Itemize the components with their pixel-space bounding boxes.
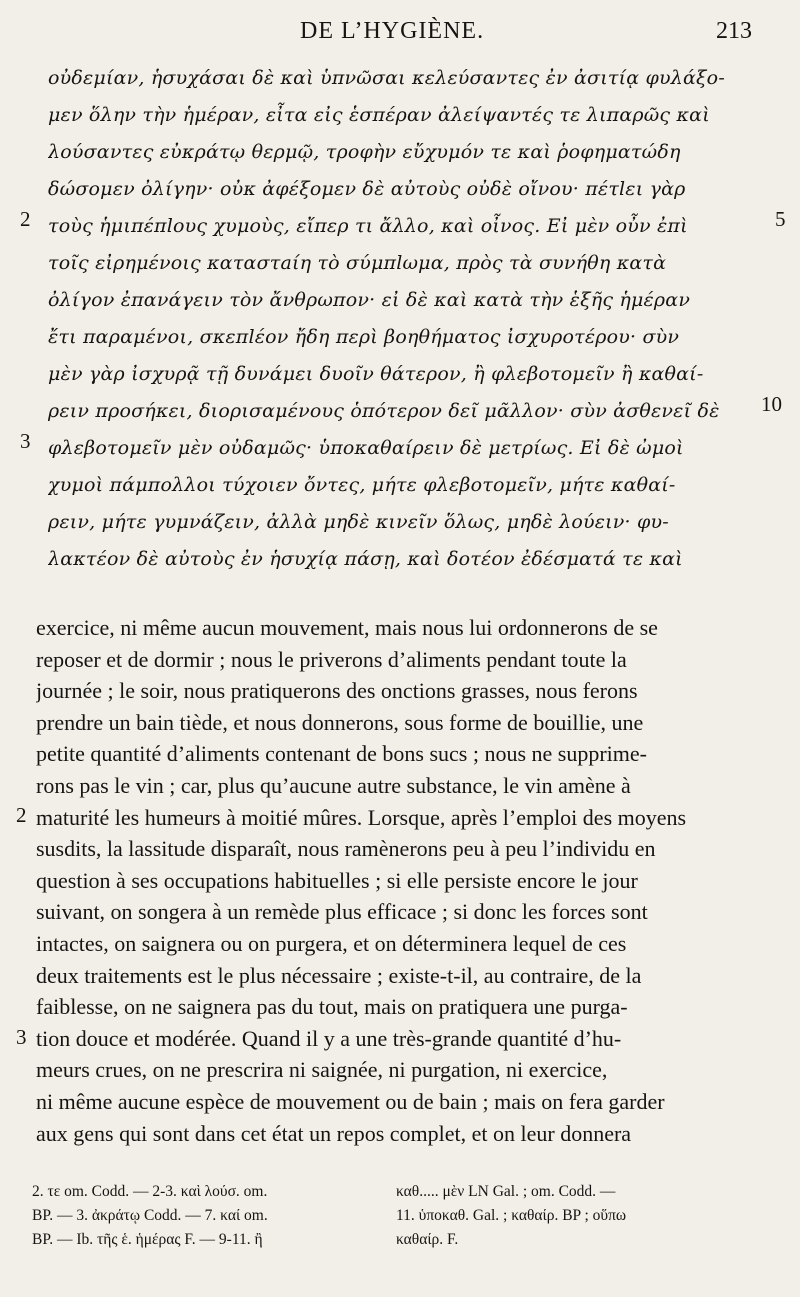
greek-line: ἔτι παραμένοι, σκεπlέον ἤδη περὶ βοηθήματος ἰσχυροτέρου· σὺν (48, 326, 680, 348)
page-number: 213 (716, 18, 752, 44)
greek-line-number: 5 (775, 207, 786, 231)
greek-line: οὐδεμίαν, ἡσυχάσαι δὲ καὶ ὑπνῶσαι κελεύσαντες ἐν ἀσιτίᾳ φυλάξο- (48, 67, 725, 89)
french-translation-block (36, 612, 772, 1149)
footnote-left: 2. τε om. Codd. — 2-3. καὶ λούσ. om. (32, 1183, 268, 1200)
running-head (0, 18, 800, 52)
french-line: tion douce et modérée. Quand il y a une très-grande quantité d’hu- (36, 1025, 622, 1051)
french-line: susdits, la lassitude disparaît, nous ramènerons peu à peu l’individu en (36, 836, 656, 862)
running-title: DE L’HYGIÈNE. (300, 18, 485, 44)
french-line: rons pas le vin ; car, plus qu’aucune autre substance, le vin amène à (36, 772, 631, 798)
french-line: intactes, on saignera ou on purgera, et on déterminera lequel de ces (36, 930, 627, 956)
greek-line: ρειν, μήτε γυμνάζειν, ἀλλὰ μηδὲ κινεῖν ὅλως, μηδὲ λούειν· φυ- (48, 511, 669, 533)
french-line: question à ses occupations habituelles ; si elle persiste encore le jour (36, 867, 638, 893)
french-line: meurs crues, on ne prescrira ni saignée, ni purgation, ni exercice, (36, 1057, 608, 1083)
greek-line: μεν ὅλην τὴν ἡμέραν, εἶτα εἰς ἑσπέραν ἀλείψαντές τε λιπαρῶς καὶ (48, 104, 710, 126)
footnote-right: καθαίρ. F. (396, 1231, 459, 1248)
french-line: reposer et de dormir ; nous le priverons d’aliments pendant toute la (36, 646, 627, 672)
french-line: journée ; le soir, nous pratiquerons des onctions grasses, nous ferons (36, 678, 638, 704)
french-line: deux traitements est le plus nécessaire ; existe-t-il, au contraire, de la (36, 962, 642, 988)
footnote-row (32, 1228, 776, 1252)
french-line: prendre un bain tiède, et nous donnerons, sous forme de bouillie, une (36, 709, 644, 735)
greek-section-number: 2 (20, 207, 31, 231)
greek-line: ρειν προσήκει, διορισαμένους ὁπότερον δεῖ μᾶλλον· σὺν ἀσθενεῖ δὲ (48, 400, 720, 422)
greek-line: φλεβοτομεῖν μὲν οὐδαμῶς· ὑποκαθαίρειν δὲ μετρίως. Εἰ δὲ ὠμοὶ (48, 437, 684, 459)
greek-line: τοὺς ἡμιπέπlους χυμοὺς, εἴπερ τι ἄλλο, καὶ οἶνος. Εἰ μὲν οὖν ἐπὶ (48, 215, 688, 237)
french-line: ni même aucune espèce de mouvement ou de bain ; mais on fera garder (36, 1088, 665, 1114)
footnote-left: BP. — 3. ἀκράτῳ Codd. — 7. καί om. (32, 1207, 268, 1224)
french-line: suivant, on songera à un remède plus efficace ; si donc les forces sont (36, 899, 648, 925)
greek-line: λούσαντες εὐκράτῳ θερμῷ, τροφὴν εὔχυμόν τε καὶ ῥοφηματώδη (48, 141, 681, 163)
french-line: faiblesse, on ne saignera pas du tout, mais on pratiquera une purga- (36, 994, 628, 1020)
french-section-number: 2 (16, 803, 27, 827)
footnote-row (32, 1180, 776, 1204)
greek-line: ὀλίγον ἐπανάγειν τὸν ἄνθρωπον· εἰ δὲ καὶ κατὰ τὴν ἑξῆς ἡμέραν (48, 289, 691, 311)
greek-line: δώσομεν ὀλίγην· οὐκ ἀφέξομεν δὲ αὐτοὺς οὐδὲ οἴνου· πέτlει γὰρ (48, 178, 686, 200)
greek-section-number: 3 (20, 429, 31, 453)
french-line: aux gens qui sont dans cet état un repos complet, et on leur donnera (36, 1120, 632, 1146)
greek-line: μὲν γὰρ ἰσχυρᾷ τῇ δυνάμει δυοῖν θάτερον, ἢ φλεβοτομεῖν ἢ καθαί- (48, 363, 704, 385)
greek-line: χυμοὶ πάμπολλοι τύχοιεν ὄντες, μήτε φλεβοτομεῖν, μήτε καθαί- (48, 474, 676, 496)
greek-text-block (48, 60, 764, 578)
footnotes (32, 1180, 776, 1252)
footnote-left: BP. — Ib. τῆς ἑ. ἡμέρας F. — 9-11. ἢ (32, 1231, 263, 1248)
french-line: exercice, ni même aucun mouvement, mais nous lui ordonnerons de se (36, 615, 658, 640)
footnote-row (32, 1204, 776, 1228)
footnote-right: καθ..... μὲν LN Gal. ; om. Codd. — (396, 1183, 616, 1200)
greek-line: λακτέον δὲ αὐτοὺς ἐν ἡσυχίᾳ πάσῃ, καὶ δοτέον ἐδέσματά τε καὶ (48, 548, 683, 570)
french-line: maturité les humeurs à moitié mûres. Lorsque, après l’emploi des moyens (36, 804, 687, 830)
footnote-right: 11. ὑποκαθ. Gal. ; καθαίρ. BP ; οὕπω (396, 1207, 627, 1224)
french-line: petite quantité d’aliments contenant de bons sucs ; nous ne supprime- (36, 741, 647, 767)
greek-line: τοῖς εἰρημένοις καταστaίη τὸ σύμπlωμα, πρὸς τὰ συνήθη κατὰ (48, 252, 667, 274)
greek-line-number: 10 (761, 392, 782, 416)
french-section-number: 3 (16, 1025, 27, 1049)
